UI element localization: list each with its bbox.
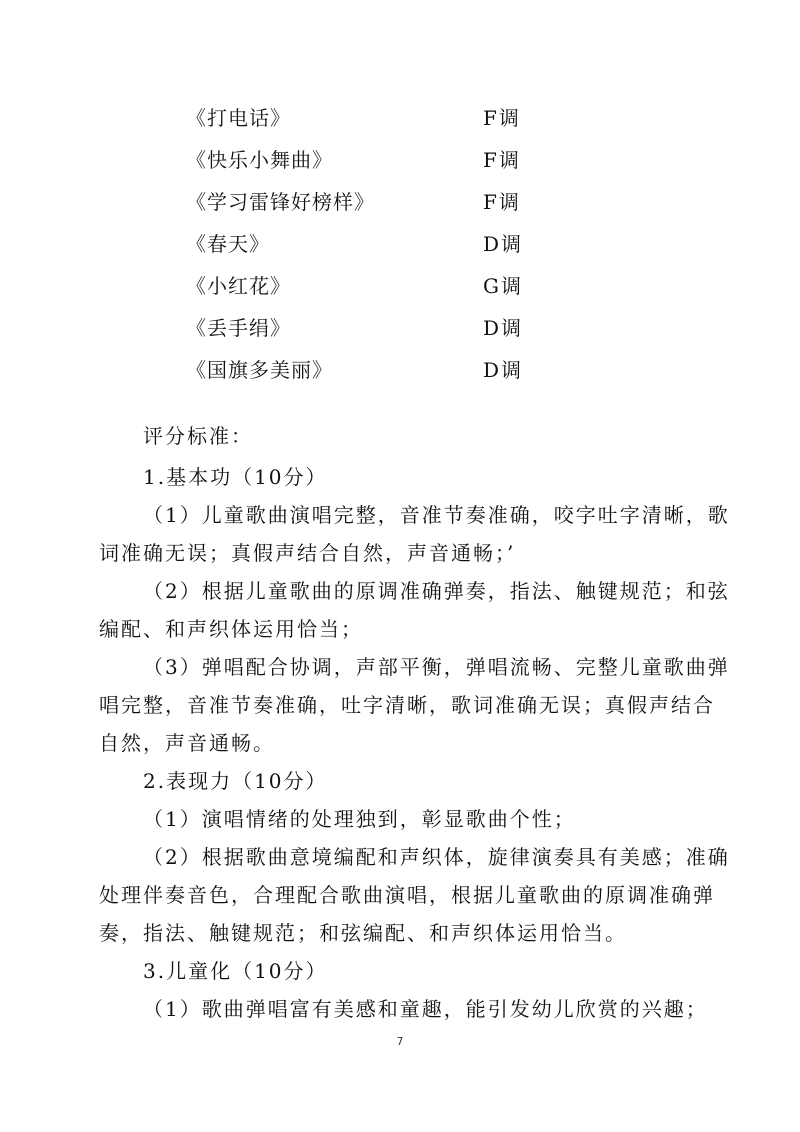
song-key: G调: [483, 274, 523, 298]
song-title: 《国旗多美丽》: [186, 358, 333, 382]
criteria-line: 自然，声音通畅。: [99, 731, 275, 755]
criteria-line: （1）歌曲弹唱富有美感和童趣，能引发幼儿欣赏的兴趣；: [143, 997, 708, 1021]
song-key: D调: [483, 232, 524, 256]
song-title: 《学习雷锋好榜样》: [186, 190, 375, 214]
criteria-line: 编配、和声织体运用恰当；: [99, 617, 363, 641]
criteria-line: （3）弹唱配合协调，声部平衡，弹唱流畅、完整儿童歌曲弹: [143, 655, 730, 679]
criteria-line: 唱完整，音准节奏准确，吐字清晰，歌词准确无误；真假声结合: [99, 693, 715, 717]
song-title: 《快乐小舞曲》: [186, 148, 333, 172]
song-key: D调: [483, 358, 524, 382]
criteria-heading: 评分标准：: [143, 424, 253, 448]
criteria-line: （1）演唱情绪的处理独到，彰显歌曲个性；: [143, 807, 576, 831]
song-key: F调: [483, 106, 521, 130]
criteria-line: 奏，指法、触键规范；和弦编配、和声织体运用恰当。: [99, 921, 627, 945]
song-key: D调: [483, 316, 524, 340]
criteria-line: 词准确无误；真假声结合自然，声音通畅；’: [99, 541, 516, 565]
page-number: 7: [396, 1035, 404, 1048]
song-title: 《小红花》: [186, 274, 291, 298]
song-title: 《丢手绢》: [186, 316, 291, 340]
criteria-line: 处理伴奏音色，合理配合歌曲演唱，根据儿童歌曲的原调准确弹: [99, 883, 715, 907]
song-title: 《春天》: [186, 232, 270, 256]
section-title: 1.基本功（10分）: [143, 465, 328, 489]
song-key: F调: [483, 190, 521, 214]
criteria-line: （2）根据儿童歌曲的原调准确弹奏，指法、触键规范；和弦: [143, 579, 730, 603]
section-title: 2.表现力（10分）: [143, 769, 328, 793]
section-title: 3.儿童化（10分）: [143, 959, 328, 983]
criteria-line: （1）儿童歌曲演唱完整，音准节奏准确，咬字吐字清晰，歌: [143, 503, 730, 527]
song-title: 《打电话》: [186, 106, 291, 130]
song-key: F调: [483, 148, 521, 172]
criteria-line: （2）根据歌曲意境编配和声织体，旋律演奏具有美感；准确: [143, 845, 730, 869]
